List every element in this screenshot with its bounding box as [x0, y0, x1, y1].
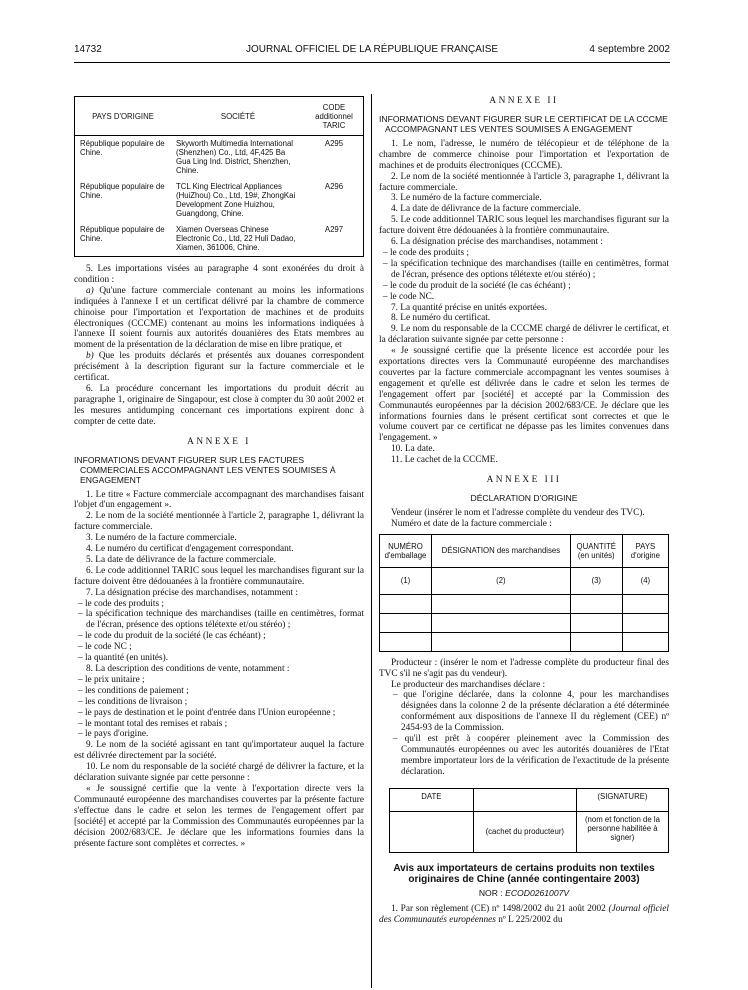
col-header-company: SOCIÉTÉ — [171, 97, 305, 136]
final-paragraph: 1. Par son règlement (CE) nº 1498/2002 du 21 août 2002 (Journal officiel des Communautés européennes nº L 225/2002 du — [379, 903, 669, 925]
cell-country: République populaire de Chine. — [80, 139, 165, 157]
annex-2-item: 5. Le code additionnel TARIC sous lequel les marchandises figurant sur la facture doivent être dédouanées à la frontière communautaire. — [379, 215, 669, 237]
annex-2-item: 8. Le numéro du certificat. — [391, 313, 491, 324]
annex-1-item: 6. Le code additionnel TARIC sous lequel les marchandises figurant sur la facture doivent être dédouanées à la frontière communautaire. — [74, 565, 364, 587]
empty-cell — [390, 811, 474, 852]
cell-company: Skyworth Multimedia International (Shenzhen) Co., Ltd, 4F,425 Ba Gua Ling Ind. District, Shenzhen, Chine. — [176, 139, 294, 175]
annex-3-title: DÉCLARATION D'ORIGINE — [470, 493, 578, 503]
col-header-quantity: QUANTITÉ (en unités) — [570, 534, 622, 567]
signatory-label: (nom et fonction de la personne habilitée à signer) — [576, 811, 668, 852]
column-number: (2) — [432, 567, 571, 594]
right-column — [379, 96, 669, 925]
date-label: DATE — [390, 788, 474, 811]
paragraph-5: 5. Les importations visées au paragraphe 4 sont exonérées du droit à condition : — [74, 264, 364, 285]
vendeur-line: Vendeur (insérer le nom et l'adresse complète du vendeur des TVC). — [391, 507, 645, 518]
cell-country: République populaire de Chine. — [80, 182, 165, 200]
list-item: – que l'origine déclarée, dans la colonne 4, pour les marchandises désignées dans la colonne 2 de la présente déclaration a été déterminée conformément aux dispositions de l'annexe II du règlement (CEE) nº 2454-93 de la Commission. — [393, 690, 669, 734]
list-item: – le montant total des remises et rabais ; — [78, 718, 228, 729]
list-item: – la spécification technique des marchandises (taille en centimètres, format de l'écran, présence des options télétexte et/ou stéréo) ; — [383, 258, 669, 280]
annex-1-item: 8. La description des conditions de vente, notamment : — [86, 664, 290, 674]
list-item: – le code NC ; — [78, 642, 132, 653]
list-item: – les conditions de livraison ; — [78, 696, 188, 707]
col-header-package: NUMÉRO d'emballage — [380, 534, 432, 567]
table-row — [380, 632, 669, 651]
signature-table — [389, 788, 669, 853]
column-number: (3) — [570, 567, 622, 594]
cell-company: Xiamen Overseas Chinese Electronic Co., Ltd, 22 Huli Dadao, Xiamen, 361006, Chine. — [176, 225, 296, 252]
table-row — [75, 179, 364, 222]
table-row — [75, 222, 364, 257]
notice-title: Avis aux importateurs de certains produits non textiles originaires de Chine (année contingentaire 2003) — [393, 862, 655, 886]
producteur-declare-line: Le producteur des marchandises déclare : — [391, 679, 546, 690]
list-item: – le code des produits ; — [383, 247, 469, 258]
page-header — [74, 44, 670, 60]
annex-2-item: 11. Le cachet de la CCCME. — [391, 455, 498, 466]
table-row — [380, 567, 669, 594]
company-table — [74, 96, 364, 257]
signature-label: (SIGNATURE) — [576, 788, 668, 811]
origin-table — [379, 534, 669, 652]
empty-cell — [473, 788, 576, 811]
annex-2-item: 1. Le nom, l'adresse, le numéro de télécopieur et de téléphone de la chambre de commerce chinoise pour l'importation et l'exportation de machines et de produits électroniques (CCCME). — [379, 138, 669, 171]
list-item: – le pays d'origine. — [78, 729, 149, 740]
cell-code: A297 — [324, 225, 344, 234]
annex-1-item: 9. Le nom de la société agissant en tant qu'importateur auquel la facture est délivrée directement par la société. — [74, 740, 364, 762]
col-header-code: CODE additionnel TARIC — [305, 97, 364, 136]
col-header-description: DÉSIGNATION des marchandises — [432, 534, 571, 567]
annex-2-label: ANNEXE II — [489, 96, 559, 106]
annex-2-item: 4. La date de délivrance de la facture commerciale. — [391, 204, 581, 215]
paragraph-6: 6. La procédure concernant les importations du produit décrit au paragraphe 1, originaire de Singapour, est close à compter du 30 août 2002 et les mesures antidumping concernant ces importations expirent donc à compter de cette date. — [74, 383, 364, 427]
annex-1-item: 1. Le titre « Facture commerciale accompagnant des marchandises faisant l'objet d'un engagement ». — [74, 489, 364, 511]
list-item: – le pays de destination et le point d'entrée dans l'Union européenne ; — [78, 707, 336, 718]
table-row — [380, 594, 669, 613]
cell-country: République populaire de Chine. — [80, 225, 165, 243]
cell-code: A296 — [324, 182, 344, 191]
page-number: 14732 — [74, 44, 102, 55]
column-divider — [371, 94, 372, 988]
header-rule — [74, 62, 670, 63]
annex-2-item: 2. Le nom de la société mentionnée à l'article 3, paragraphe 1, délivrant la facture commerciale. — [379, 171, 669, 193]
annex-3-label: ANNEXE III — [486, 475, 562, 486]
table-row — [390, 788, 669, 811]
nor-reference: NOR : ECOD0261007V — [478, 887, 570, 898]
paragraph-5a: a) Qu'une facture commerciale contenant au moins les informations indiquées à l'annexe I et un certificat délivré par la chambre de commerce chinoise pour l'importation et l'exportation de machines et de produits électroniques (CCCME) contenant au moins les informations indiquées à l'annexe II soient fournis aux autorités douanières des Etats membres au moment de la présentation de la déclaration de mise en libre pratique, et — [74, 285, 364, 351]
annex-2-declaration: « Je soussigné certifie que la présente licence est accordée pour les exportations directes vers la Communauté européenne des marchandises couvertes par la facture commerciale accompagnant les ventes soumises à engagement et qu'elle est délivrée dans le cadre et selon les termes de l'engagement offert par [société] et accepté par la Commission des Communautés européennes par la décision 2002/683/CE. Je déclare que les informations fournies dans le présent certificat sont correctes et que le volume couvert par ce certificat ne dépasse pas les limites convenues dans l'engagement. » — [379, 346, 669, 444]
list-item: – la quantité (en unités). — [78, 653, 169, 664]
annex-1-item: 10. Le nom du responsable de la société chargé de délivrer la facture, et la déclaration suivante signée par cette personne : — [74, 762, 364, 784]
list-item: – le code des produits ; — [78, 598, 164, 609]
list-item: – le code du produit de la société (le cas échéant) ; — [383, 280, 571, 291]
annex-2-item: 9. Le nom du responsable de la CCCME chargé de délivrer le certificat, et la déclaration suivante signée par cette personne : — [379, 324, 669, 346]
annex-1-item: 4. Le numéro du certificat d'engagement correspondant. — [86, 544, 294, 555]
annex-1-item: 2. Le nom de la société mentionnée à l'article 2, paragraphe 1, délivrant la facture commerciale. — [74, 511, 364, 533]
stamp-label: (cachet du producteur) — [473, 811, 576, 852]
list-item: – le code du produit de la société (le cas échéant) ; — [78, 631, 266, 642]
annex-1-item: 7. La désignation précise des marchandises, notamment : — [86, 587, 298, 598]
annex-1-item: 5. La date de délivrance de la facture commerciale. — [86, 554, 276, 565]
cell-company: TCL King Electrical Appliances (HuiZhou) Co., Ltd, 19#, ZhongKai Development Zone Huizhou, Guangdong, Chine. — [176, 182, 296, 218]
col-header-country: PAYS D'ORIGINE — [75, 97, 172, 136]
annex-2-item: 7. La quantité précise en unités exportées. — [391, 302, 547, 313]
journal-title: JOURNAL OFFICIEL DE LA RÉPUBLIQUE FRANÇAISE — [245, 44, 499, 55]
annex-2-item: 3. Le numéro de la facture commerciale. — [391, 193, 542, 204]
table-row — [75, 136, 364, 180]
annex-1-declaration: « Je soussigné certifie que la vente à l'exportation directe vers la Communauté européenne des marchandises couvertes par la présente facture s'effectue dans le cadre et selon les termes de l'engagement offert par [société] et accepté par la Commission des Communautés européennes par la décision 2002/683/CE. Je déclare que les informations fournies dans la présente facture sont complètes et correctes. » — [74, 783, 364, 849]
list-item: – la spécification technique des marchandises (taille en centimètres, format de l'écran, présence des options télétexte et/ou stéréo) ; — [78, 609, 364, 631]
nor-code: ECOD0261007V — [505, 887, 570, 898]
list-item: – qu'il est prêt à coopérer pleinement avec la Commission des Communautés européennes ou avec les autorités douanières de l'Etat membre importateur lors de la vérification de l'exactitude de la présente déclaration. — [393, 734, 669, 777]
paragraph-5b: b) Que les produits déclarés et présentés aux douanes correspondent précisément à la description figurant sur la facture commerciale et le certificat. — [74, 351, 364, 384]
column-number: (4) — [622, 567, 668, 594]
table-row — [380, 613, 669, 632]
column-number: (1) — [380, 567, 432, 594]
invoice-number-line: Numéro et date de la facture commerciale : — [391, 518, 552, 529]
origin-table-header — [380, 534, 669, 567]
annex-2-title: INFORMATIONS DEVANT FIGURER SUR LE CERTIFICAT DE LA CCCME ACCOMPAGNANT LES VENTES SOUMISES À ENGAGEMENT — [379, 113, 668, 134]
publication-date: 4 septembre 2002 — [589, 44, 670, 55]
list-item: – le code NC. — [383, 291, 435, 302]
annex-1-title: INFORMATIONS DEVANT FIGURER SUR LES FACTURES COMMERCIALES ACCOMPAGNANT LES VENTES SOUMISES À ENGAGEMENT — [74, 454, 336, 485]
annex-1-item: 3. Le numéro de la facture commerciale. — [86, 533, 237, 544]
producteur-line: Producteur : (insérer le nom et l'adresse complète du producteur final des TVC s'il ne s'agit pas du vendeur). — [379, 657, 669, 679]
table-row — [390, 811, 669, 852]
annex-2-item: 6. La désignation précise des marchandises, notamment : — [391, 237, 603, 248]
annex-2-item: 10. La date. — [391, 444, 435, 455]
col-header-origin-country: PAYS d'origine — [622, 534, 668, 567]
cell-code: A295 — [324, 139, 344, 148]
left-column — [74, 96, 364, 849]
company-table-header — [75, 97, 364, 136]
list-item: – les conditions de paiement ; — [78, 685, 189, 696]
list-item: – le prix unitaire ; — [78, 674, 145, 685]
annex-1-label: ANNEXE I — [187, 436, 251, 447]
